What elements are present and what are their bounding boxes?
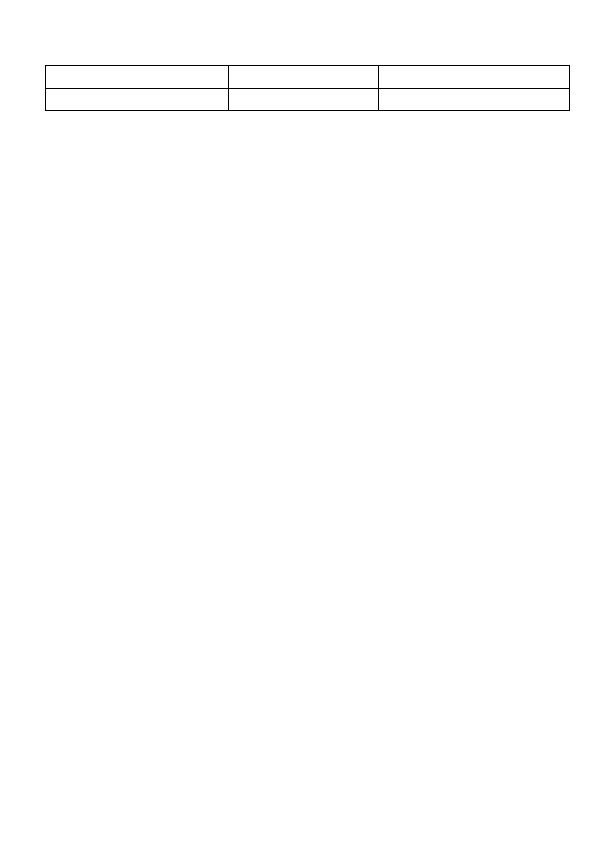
tomobe-circle-table bbox=[45, 65, 570, 111]
column-header bbox=[379, 66, 570, 89]
contact-block bbox=[36, 715, 88, 737]
contact-header bbox=[36, 715, 88, 737]
circle-name bbox=[46, 88, 229, 111]
column-header bbox=[229, 66, 379, 89]
table-header-row bbox=[46, 66, 570, 89]
table-row bbox=[46, 88, 570, 111]
activity-time bbox=[379, 88, 570, 111]
activity-place bbox=[229, 88, 379, 111]
column-header bbox=[46, 66, 229, 89]
